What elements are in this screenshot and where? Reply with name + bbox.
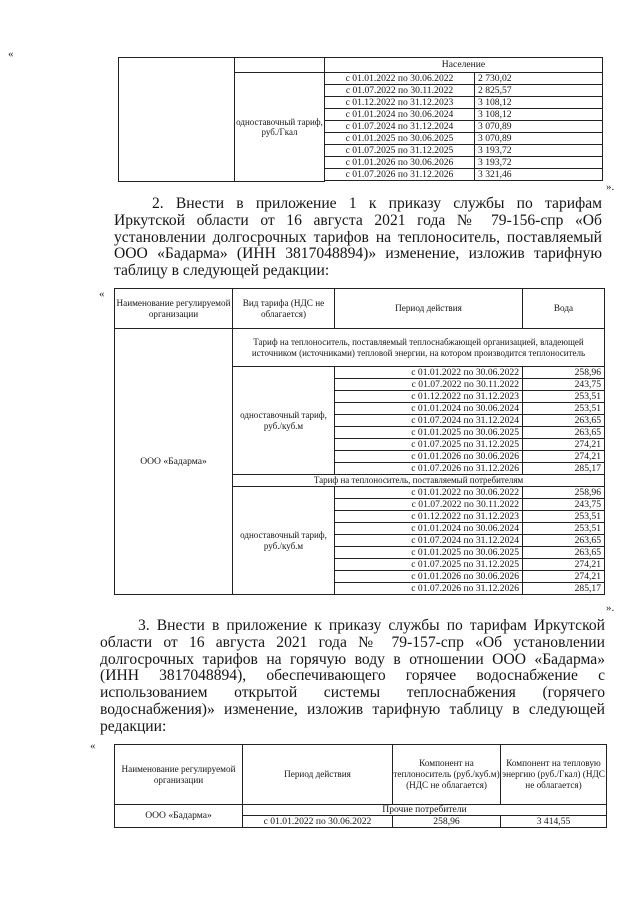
table-row-value: 285,17	[523, 583, 605, 595]
table-row-period: с 01.07.2025 по 31.12.2025	[335, 559, 523, 571]
table3-open-quote: «	[90, 740, 96, 752]
table-row-value: 274,21	[523, 451, 605, 463]
table-row-value: 285,17	[523, 463, 605, 475]
table1-close-quote: ».	[606, 181, 615, 193]
header-org: Наименование регулируемой организации	[115, 289, 233, 329]
table-row-period: с 01.01.2022 по 30.06.2022	[325, 73, 475, 85]
table-row-value: 253,51	[523, 403, 605, 415]
table2-close-quote: ».	[606, 602, 615, 614]
header-period: Период действия	[335, 289, 523, 329]
table-row-value: 263,65	[523, 415, 605, 427]
table-row-period: с 01.01.2025 по 30.06.2025	[335, 427, 523, 439]
table-row-value: 3 070,89	[475, 121, 603, 133]
table-row-period: с 01.12.2022 по 31.12.2023	[325, 97, 475, 109]
table-row-period: с 01.01.2022 по 30.06.2022	[335, 367, 523, 379]
section2-title: Тариф на теплоноситель, поставляемый потребителям	[233, 475, 605, 487]
table-row-period: с 01.07.2025 по 31.12.2025	[335, 439, 523, 451]
table-row-value: 263,65	[523, 547, 605, 559]
table-row-period: с 01.01.2024 по 30.06.2024	[335, 403, 523, 415]
table-row-period: с 01.07.2024 по 31.12.2024	[335, 415, 523, 427]
table-row-value: 274,21	[523, 559, 605, 571]
group-title: Прочие потребители	[243, 805, 607, 816]
header-period: Период действия	[243, 745, 393, 805]
table-row-period: с 01.07.2026 по 31.12.2026	[325, 169, 475, 181]
org-name-cell: ООО «Бадарма»	[115, 329, 233, 595]
table-row-period: с 01.01.2026 по 30.06.2026	[335, 571, 523, 583]
tariff-table-hot-water	[114, 744, 607, 828]
table-row-period: с 01.01.2024 по 30.06.2024	[335, 523, 523, 535]
table-row-value: 253,51	[523, 511, 605, 523]
header-tariff-type: Вид тарифа (НДС не облагается)	[233, 289, 335, 329]
table-row-period: с 01.07.2022 по 30.11.2022	[335, 499, 523, 511]
header-value: Вода	[523, 289, 605, 329]
table-row-period: с 01.01.2025 по 30.06.2025	[325, 133, 475, 145]
table-row-period: с 01.01.2026 по 30.06.2026	[325, 157, 475, 169]
section1-tariff-type: одноставочный тариф, руб./куб.м	[233, 367, 335, 475]
header-component-carrier: Компонент на теплоноситель (руб./куб.м) (НДС не облагается)	[393, 745, 501, 805]
table-row-period: с 01.01.2022 по 30.06.2022	[243, 816, 393, 828]
table-row-period: с 01.12.2022 по 31.12.2023	[335, 391, 523, 403]
paragraph-3: 3. Внести в приложение к приказу службы по тарифам Иркутской области от 16 августа 2021 года № 79-157-спр «Об установлении долгосрочных тарифов на горячую воду в отношении ООО «Бадарма» (ИНН 3817048894), обеспечивающего горячее водоснабжение с использованием открытой системы теплоснабжения (горячего водоснабжения)» изменение, изложив тарифную таблицу в следующей редакции:	[100, 617, 605, 735]
table-row-value: 258,96	[523, 487, 605, 499]
paragraph-2: 2. Внести в приложение 1 к приказу службы по тарифам Иркутской области от 16 августа 2021 года № 79-156-спр «Об установлении долгосрочных тарифов на теплоноситель, поставляемый ООО «Бадарма» (ИНН 3817048894)» изменение, изложив тарифную таблицу в следующей редакции:	[114, 195, 602, 280]
table1-type-cell: одноставочный тариф, руб./Гкал	[235, 73, 325, 182]
table1-open-quote: «	[8, 48, 14, 60]
table-row-period: с 01.01.2024 по 30.06.2024	[325, 109, 475, 121]
tariff-table-heat-carrier	[114, 288, 605, 595]
table-row-carrier-value: 258,96	[393, 816, 501, 828]
table-row-energy-value: 3 414,55	[501, 816, 607, 828]
section2-tariff-type: одноставочный тариф, руб./куб.м	[233, 487, 335, 595]
table-row-value: 3 321,46	[475, 169, 603, 181]
table-row-value: 3 108,12	[475, 97, 603, 109]
section1-title: Тариф на теплоноситель, поставляемый теплоснабжающей организацией, владеющей источником (источниками) тепловой энергии, на котором производится теплоноситель	[233, 329, 605, 367]
table-row-value: 2 730,02	[475, 73, 603, 85]
table-row-period: с 01.12.2022 по 31.12.2023	[335, 511, 523, 523]
header-component-energy: Компонент на тепловую энергию (руб./Гкал) (НДС не облагается)	[501, 745, 607, 805]
table-row-period: с 01.07.2025 по 31.12.2025	[325, 145, 475, 157]
table1-org-cell	[119, 58, 235, 182]
table-row-period: с 01.07.2024 по 31.12.2024	[335, 535, 523, 547]
table-row-value: 263,65	[523, 427, 605, 439]
table-row-value: 2 825,57	[475, 85, 603, 97]
tariff-table-heat	[118, 57, 603, 182]
table2-open-quote: «	[99, 288, 105, 300]
table-row-value: 3 108,12	[475, 109, 603, 121]
table-row-period: с 01.07.2022 по 30.11.2022	[325, 85, 475, 97]
table-row-value: 3 070,89	[475, 133, 603, 145]
table-row-value: 3 193,72	[475, 157, 603, 169]
table-row-value: 243,75	[523, 379, 605, 391]
table-row-period: с 01.07.2026 по 31.12.2026	[335, 463, 523, 475]
table-row-value: 253,51	[523, 523, 605, 535]
table1-group-title: Население	[325, 58, 603, 73]
table-row-value: 3 193,72	[475, 145, 603, 157]
table-row-period: с 01.07.2026 по 31.12.2026	[335, 583, 523, 595]
org-name-cell: ООО «Бадарма»	[115, 805, 243, 828]
table-row-value: 253,51	[523, 391, 605, 403]
table-row-period: с 01.07.2024 по 31.12.2024	[325, 121, 475, 133]
header-org: Наименование регулируемой организации	[115, 745, 243, 805]
table-row-period: с 01.07.2022 по 30.11.2022	[335, 379, 523, 391]
table-row-value: 258,96	[523, 367, 605, 379]
table-row-value: 274,21	[523, 571, 605, 583]
table-row-period: с 01.01.2026 по 30.06.2026	[335, 451, 523, 463]
table-row-period: с 01.01.2025 по 30.06.2025	[335, 547, 523, 559]
table-row-value: 274,21	[523, 439, 605, 451]
table-row-value: 263,65	[523, 535, 605, 547]
table-row-period: с 01.01.2022 по 30.06.2022	[335, 487, 523, 499]
table-row-value: 243,75	[523, 499, 605, 511]
